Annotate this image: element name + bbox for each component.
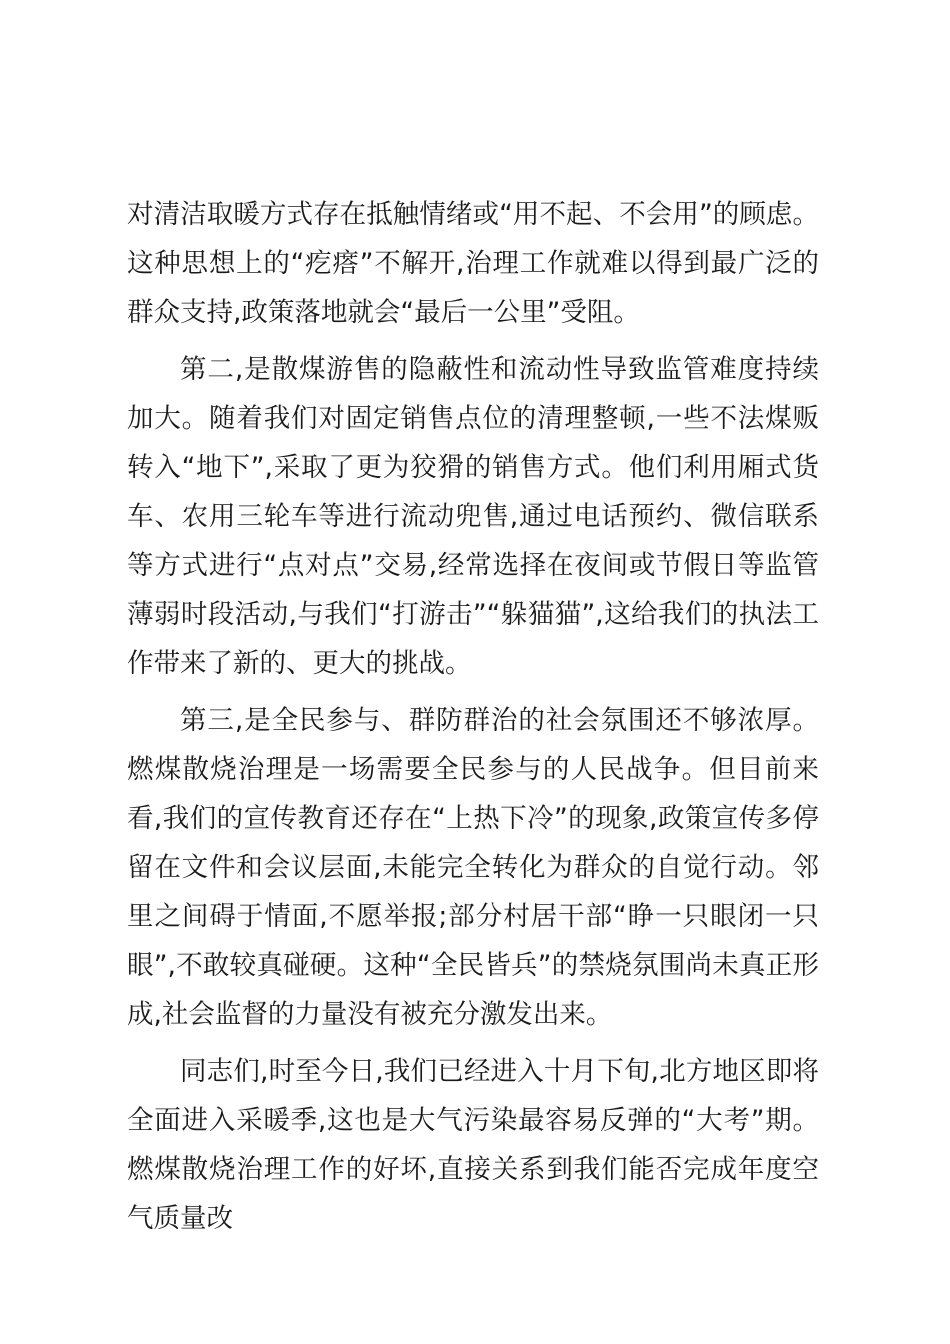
paragraph-gap	[127, 1039, 819, 1047]
paragraph-2: 第二,是散煤游售的隐蔽性和流动性导致监管难度持续加大。随着我们对固定销售点位的清理整顿,一些不法煤贩转入“地下”,采取了更为狡猾的销售方式。他们利用厢式货车、农用三轮车等进行流动兜售,通过电话预约、微信联系等方式进行“点对点”交易,经常选择在夜间或节假日等监管薄弱时段活动,与我们“打游击”“躲猫猫”,这给我们的执法工作带来了新的、更大的挑战。	[127, 354, 819, 679]
paragraph-3: 第三,是全民参与、群防群治的社会氛围还不够浓厚。燃煤散烧治理是一场需要全民参与的人民战争。但目前来看,我们的宣传教育还存在“上热下冷”的现象,政策宣传多停留在文件和会议层面,未能完全转化为群众的自觉行动。邻里之间碍于情面,不愿举报;部分村居干部“睁一只眼闭一只眼”,不敢较真碰硬。这种“全民皆兵”的禁烧氛围尚未真正形成,社会监督的力量没有被充分激发出来。	[127, 705, 819, 1030]
paragraph-1: 对清洁取暖方式存在抵触情绪或“用不起、不会用”的顾虑。这种思想上的“疙瘩”不解开,治理工作就难以得到最广泛的群众支持,政策落地就会“最后一公里”受阻。	[127, 199, 819, 328]
document-body	[127, 190, 819, 1243]
paragraph-gap	[127, 337, 819, 345]
paragraph-gap	[127, 688, 819, 696]
paragraph-4: 同志们,时至今日,我们已经进入十月下旬,北方地区即将全面进入采暖季,这也是大气污染最容易反弹的“大考”期。燃煤散烧治理工作的好坏,直接关系到我们能否完成年度空气质量改	[127, 1056, 819, 1234]
